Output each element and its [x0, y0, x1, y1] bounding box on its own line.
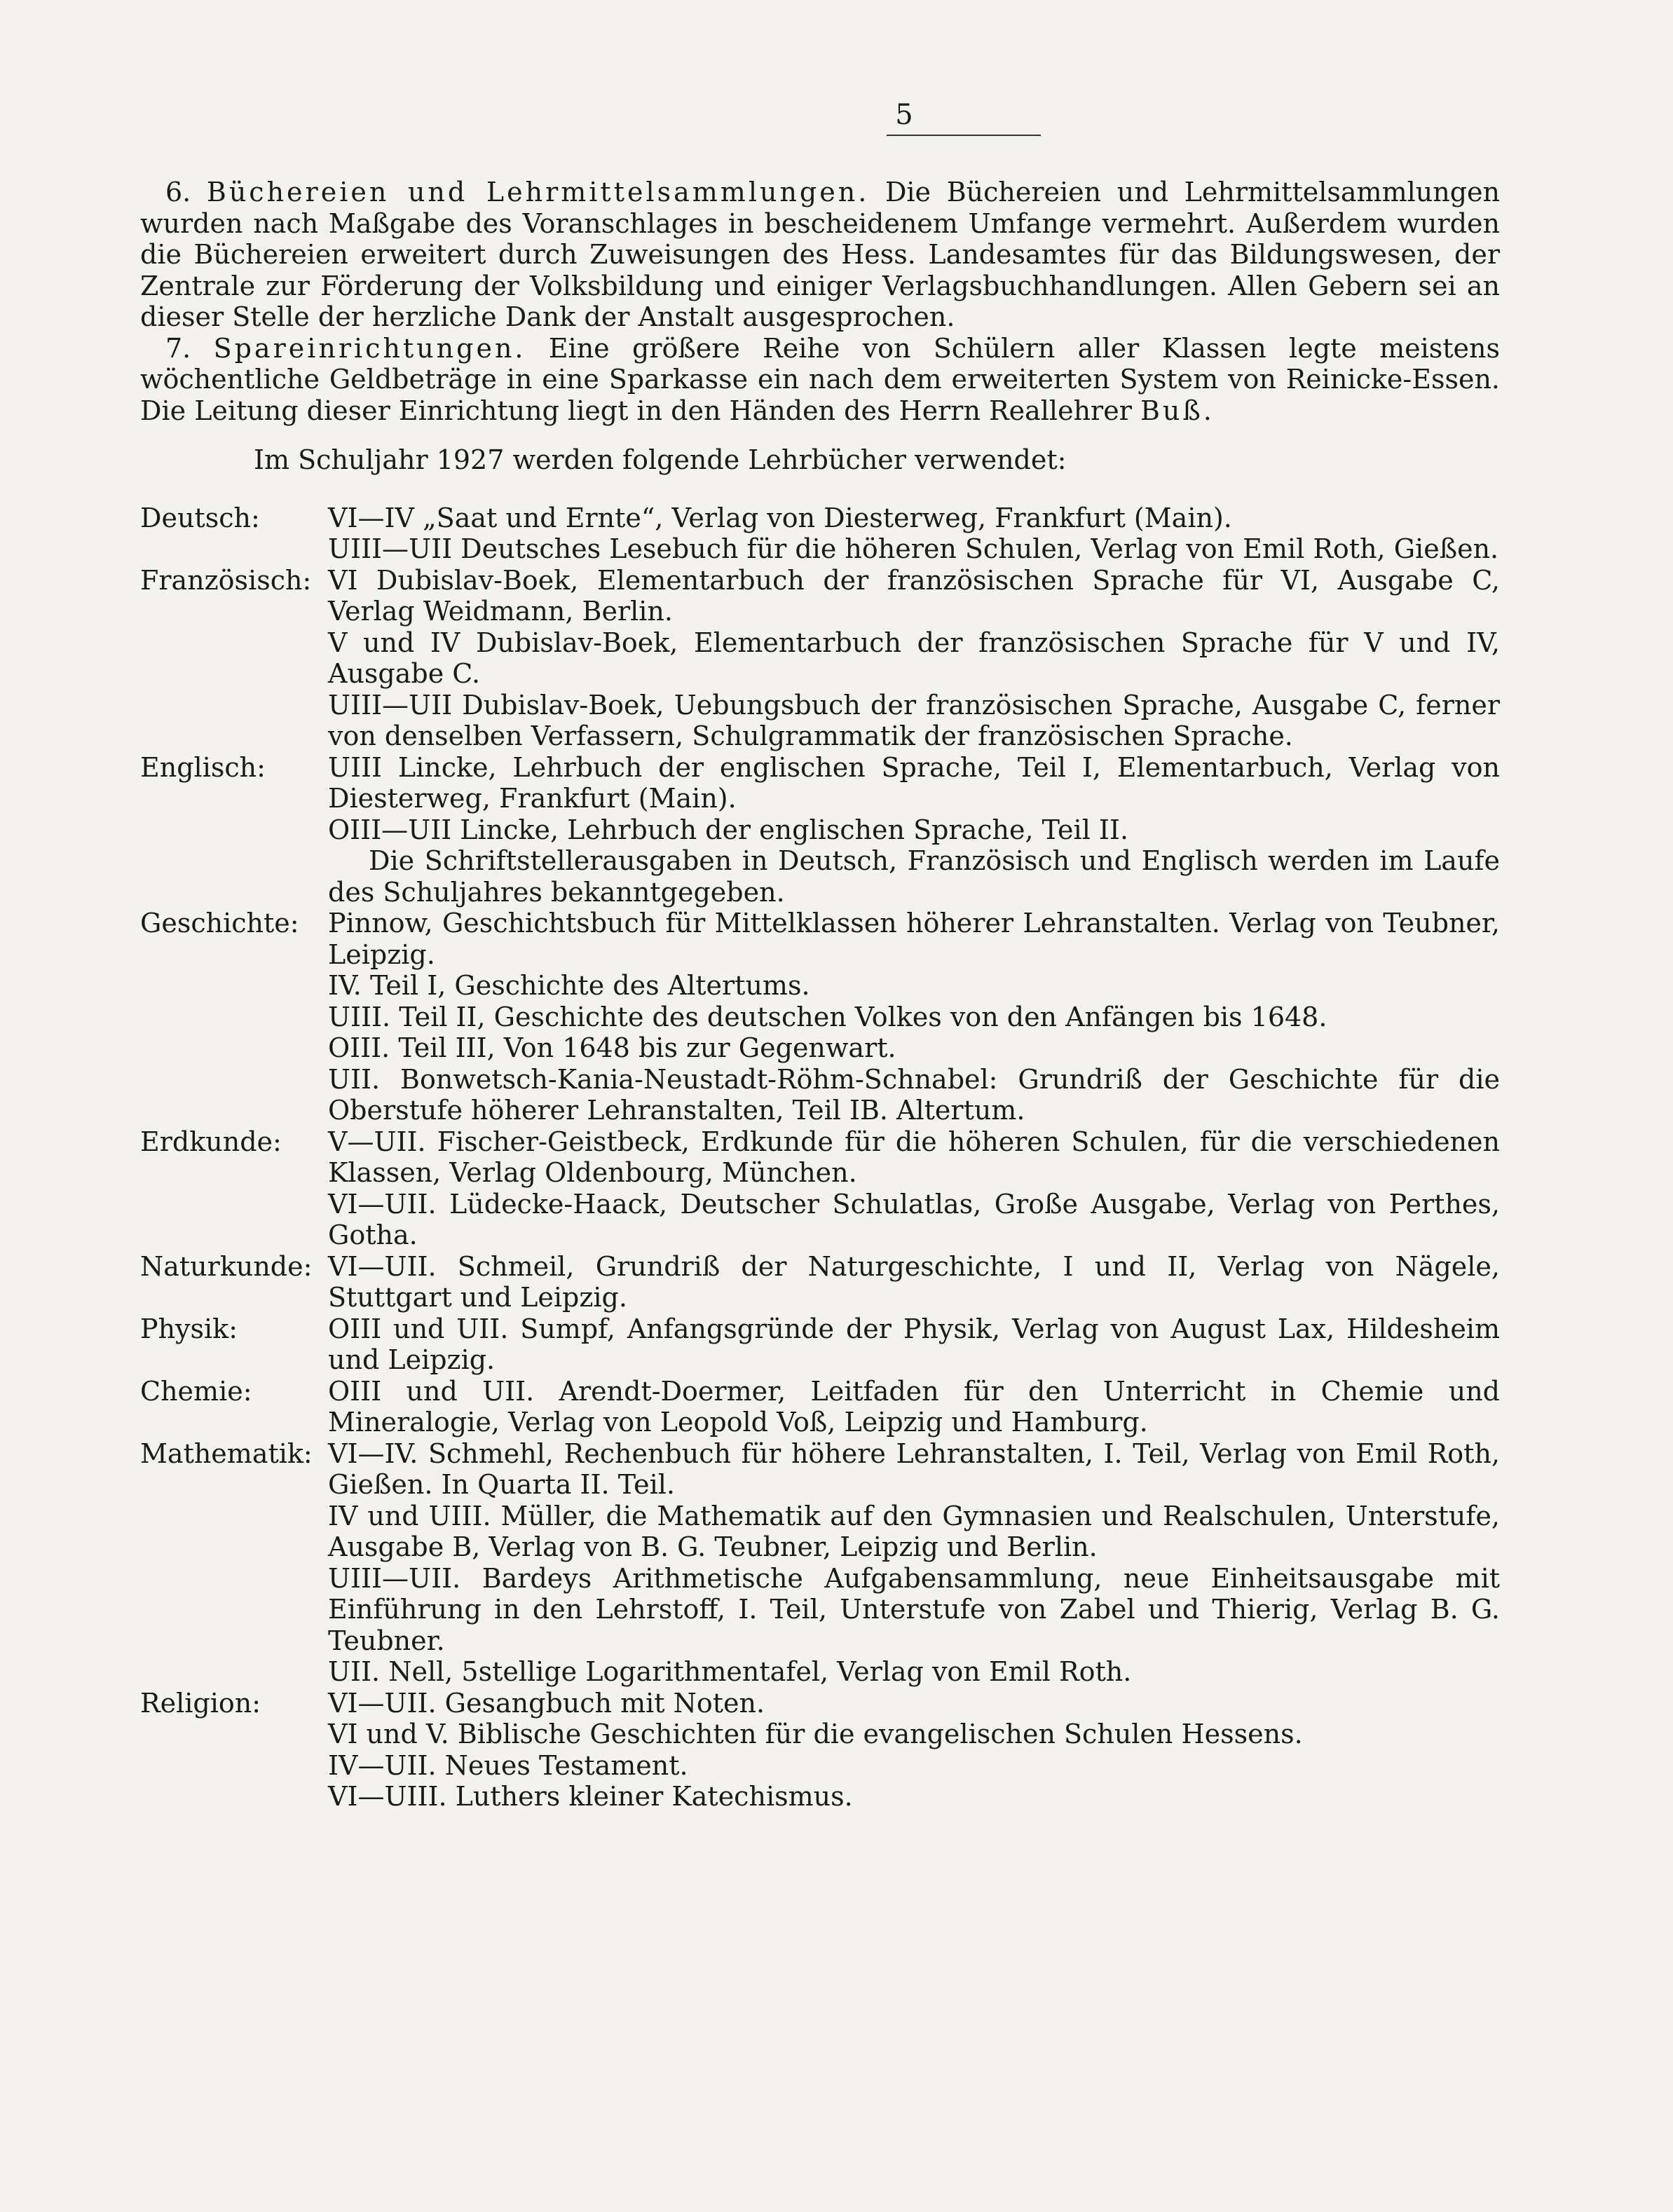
textbook-entry: UII. Nell, 5stellige Logarithmentafel, Verlag von Emil Roth.	[328, 1656, 1132, 1687]
textbook-entry: V und IV Dubislav-Boek, Elementarbuch der französischen Sprache für V und IV, Ausgabe C.	[328, 627, 1500, 689]
subject-entries	[328, 503, 1500, 565]
textbook-entry: UIII—UII Dubislav-Boek, Uebungsbuch der französischen Sprache, Ausgabe C, ferner von denselben Verfassern, Schulgrammatik der französischen Sprache.	[328, 689, 1500, 751]
textbook-entry: UIII—UII Deutsches Lesebuch für die höheren Schulen, Verlag von Emil Roth, Gießen.	[328, 533, 1499, 564]
paragraph-end: .	[1203, 395, 1212, 426]
subject-mathematik	[140, 1438, 1500, 1688]
subject-entries	[328, 1313, 1500, 1376]
paragraph-number: 6.	[165, 177, 207, 207]
paragraph-savings	[140, 333, 1500, 427]
subject-entries	[328, 1688, 1500, 1812]
paragraph-number: 7.	[165, 332, 214, 364]
textbook-entry: IV. Teil I, Geschichte des Altertums.	[328, 970, 810, 1001]
textbook-entry: OIII und UII. Sumpf, Anfangsgründe der Physik, Verlag von August Lax, Hildesheim und Leipzig.	[328, 1313, 1500, 1375]
textbook-entry: V—UII. Fischer-Geistbeck, Erdkunde für die höheren Schulen, für die verschiedenen Klassen, Verlag Oldenbourg, München.	[328, 1126, 1500, 1188]
textbook-entry: UIII Lincke, Lehrbuch der englischen Sprache, Teil I, Elementarbuch, Verlag von Diesterweg, Frankfurt (Main).	[328, 751, 1500, 814]
subject-englisch	[140, 752, 1500, 908]
subject-chemie	[140, 1376, 1500, 1438]
subject-entries	[328, 1438, 1500, 1688]
teacher-name: Buß	[1140, 395, 1203, 426]
subject-deutsch	[140, 503, 1500, 565]
textbook-entry: VI und V. Biblische Geschichten für die evangelischen Schulen Hessens.	[328, 1719, 1303, 1749]
subject-entries	[328, 565, 1500, 752]
textbook-entry: UIII—UII. Bardeys Arithmetische Aufgabensammlung, neue Einheitsausgabe mit Einführung in den Lehrstoff, I. Teil, Unterstufe von Zabel und Thierig, Verlag B. G. Teubner.	[328, 1562, 1500, 1656]
subject-entries	[328, 1251, 1500, 1313]
textbooks-intro: Im Schuljahr 1927 werden folgende Lehrbücher verwendet:	[254, 444, 1067, 475]
subject-label: Chemie:	[140, 1375, 252, 1407]
textbook-entry: OIII und UII. Arendt-Doermer, Leitfaden für den Unterricht in Chemie und Mineralogie, Verlag von Leopold Voß, Leipzig und Hamburg.	[328, 1375, 1500, 1438]
page-number: 5	[895, 99, 913, 131]
paragraph-heading: Spareinrichtungen.	[213, 332, 526, 364]
textbook-note: Die Schriftstellerausgaben in Deutsch, Französisch und Englisch werden im Laufe des Schuljahres bekanntgegeben.	[328, 845, 1500, 908]
textbook-entry: VI—UII. Gesangbuch mit Noten.	[328, 1687, 765, 1719]
subject-label: Französisch:	[140, 564, 312, 596]
subject-label: Deutsch:	[140, 502, 260, 533]
subject-label: Erdkunde:	[140, 1126, 282, 1157]
subject-entries	[328, 908, 1500, 1126]
textbook-entry: OIII—UII Lincke, Lehrbuch der englischen Sprache, Teil II.	[328, 814, 1129, 845]
page-number-rule	[887, 135, 1041, 136]
paragraph-libraries	[140, 177, 1500, 333]
textbook-entry: OIII. Teil III, Von 1648 bis zur Gegenwart.	[328, 1032, 896, 1063]
subject-naturkunde	[140, 1251, 1500, 1313]
subject-label: Mathematik:	[140, 1438, 313, 1469]
document-page	[140, 98, 1500, 1812]
subject-entries	[328, 1126, 1500, 1251]
subject-label: Naturkunde:	[140, 1250, 313, 1282]
paragraph-text: Die Büchereien und Lehrmittelsammlungen wurden nach Maßgabe des Voranschlages in bescheidenem Umfange vermehrt. Außerdem wurden die Büchereien erweitert durch Zuweisungen des Hess. Landesamtes für das Bildungswesen, der Zentrale zur Förderung der Volksbildung und einiger Verlagsbuchhandlungen. Allen Gebern sei an dieser Stelle der herzliche Dank der Anstalt ausgesprochen.	[140, 177, 1500, 332]
subject-physik	[140, 1313, 1500, 1376]
paragraph-heading: Büchereien und Lehrmittelsammlungen.	[206, 177, 870, 207]
subject-label: Physik:	[140, 1313, 238, 1344]
paragraph-text: Eine größere Reihe von Schülern aller Klassen legte meistens wöchentliche Geldbeträge in eine Sparkasse ein nach dem erweiterten System von Reinicke-Essen. Die Leitung dieser Einrichtung liegt in den Händen des Herrn Reallehrer	[140, 332, 1500, 426]
subject-label: Geschichte:	[140, 908, 299, 938]
subject-geschichte	[140, 908, 1500, 1126]
textbook-entry: VI Dubislav-Boek, Elementarbuch der französischen Sprache für VI, Ausgabe C, Verlag Weidmann, Berlin.	[328, 564, 1500, 627]
subject-franzoesisch	[140, 565, 1500, 752]
textbook-entry: IV und UIII. Müller, die Mathematik auf den Gymnasien und Realschulen, Unterstufe, Ausgabe B, Verlag von B. G. Teubner, Leipzig und Berlin.	[328, 1500, 1500, 1562]
subject-entries	[328, 752, 1500, 908]
subject-label: Religion:	[140, 1687, 261, 1719]
subject-entries	[328, 1376, 1500, 1438]
textbook-entry: VI—UII. Schmeil, Grundriß der Naturgeschichte, I und II, Verlag von Nägele, Stuttgart und Leipzig.	[328, 1250, 1500, 1313]
textbook-entry: UII. Bonwetsch-Kania-Neustadt-Röhm-Schnabel: Grundriß der Geschichte für die Oberstufe höherer Lehranstalten, Teil IB. Altertum.	[328, 1063, 1500, 1126]
subject-religion	[140, 1688, 1500, 1812]
subject-label: Englisch:	[140, 751, 266, 783]
textbook-entry: VI—IV „Saat und Ernte“, Verlag von Diesterweg, Frankfurt (Main).	[328, 502, 1232, 533]
subject-erdkunde	[140, 1126, 1500, 1251]
textbook-list	[140, 503, 1500, 1812]
textbook-entry: VI—UII. Lüdecke-Haack, Deutscher Schulatlas, Große Ausgabe, Verlag von Perthes, Gotha.	[328, 1188, 1500, 1250]
textbook-entry: UIII. Teil II, Geschichte des deutschen Volkes von den Anfängen bis 1648.	[328, 1001, 1327, 1032]
textbook-entry: Pinnow, Geschichtsbuch für Mittelklassen höherer Lehranstalten. Verlag von Teubner, Leipzig.	[328, 908, 1500, 970]
textbook-entry: IV—UII. Neues Testament.	[328, 1749, 688, 1781]
textbook-entry: VI—UIII. Luthers kleiner Katechismus.	[328, 1781, 853, 1812]
textbook-entry: VI—IV. Schmehl, Rechenbuch für höhere Lehranstalten, I. Teil, Verlag von Emil Roth, Gießen. In Quarta II. Teil.	[328, 1438, 1500, 1500]
